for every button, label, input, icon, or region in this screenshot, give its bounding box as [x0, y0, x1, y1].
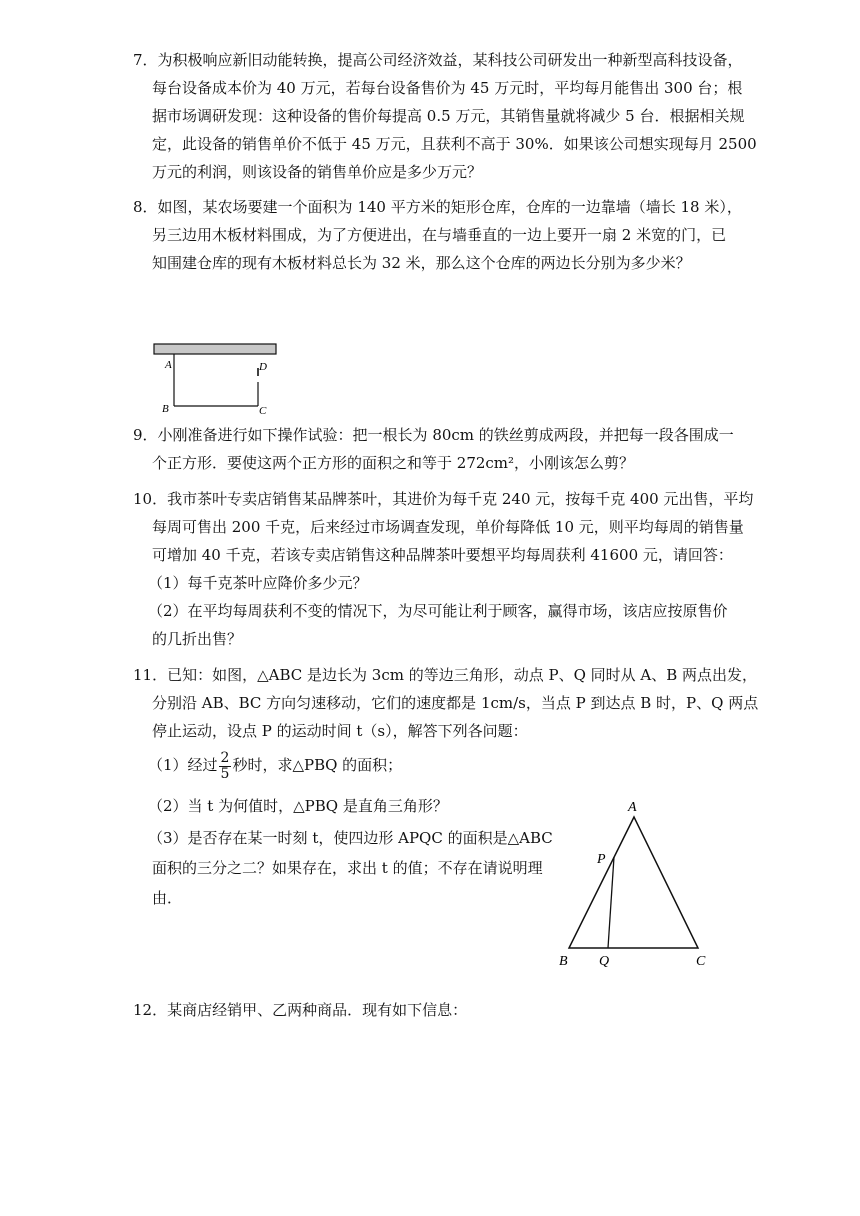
q11-sub-3a: （3）是否存在某一时刻 t，使四边形 APQC 的面积是△ABC: [148, 829, 553, 847]
q10-sub-2a: （2）在平均每周获利不变的情况下，为尽可能让利于顾客，赢得市场，该店应按原售价: [148, 602, 728, 620]
q7-line-2: 每台设备成本价为 40 万元，若每台设备售价为 45 万元时，平均每月能售出 300 台；根: [152, 79, 743, 97]
q7-line-3: 据市场调研发现：这种设备的售价每提高 0.5 万元，其销售量就将减少 5 台．根据相关规: [152, 107, 745, 125]
q10-sub-1: （1）每千克茶叶应降价多少元？: [148, 574, 368, 592]
q10-line-2: 每周可售出 200 千克，后来经过市场调查发现，单价每降低 10 元，则平均每周的销售量: [152, 518, 744, 536]
q11-line-1: 11．已知：如图，△ABC 是边长为 3cm 的等边三角形，动点 P、Q 同时从 A、B 两点出发，: [133, 666, 758, 684]
label-b: B: [162, 403, 169, 415]
q12-line-1: 12．某商店经销甲、乙两种商品．现有如下信息：: [133, 1001, 468, 1019]
q7-line-1: 7．为积极响应新旧动能转换，提高公司经济效益，某科技公司研发出一种新型高科技设备，: [133, 51, 743, 69]
q8-line-2: 另三边用木板材料围成，为了方便进出，在与墙垂直的一边上要开一扇 2 米宽的门，已: [152, 226, 727, 244]
q11-sub-2: （2）当 t 为何值时，△PBQ 是直角三角形？: [148, 797, 448, 815]
label-p: P: [597, 852, 606, 867]
label-a: A: [165, 359, 172, 371]
q11-sub-1-prefix: （1）经过: [148, 756, 218, 774]
warehouse-figure: [148, 338, 288, 418]
fraction: [219, 751, 232, 782]
q8-line-1: 8．如图，某农场要建一个面积为 140 平方米的矩形仓库，仓库的一边靠墙（墙长 18 米），: [133, 198, 742, 216]
q11-sub-1: [148, 750, 402, 782]
q11-line-2: 分别沿 AB、BC 方向匀速移动，它们的速度都是 1cm/s，当点 P 到达点 B 时，P、Q 两点: [152, 694, 759, 712]
q9-line-2: 个正方形．要使这两个正方形的面积之和等于 272cm²，小刚该怎么剪？: [152, 454, 635, 472]
q7-line-5: 万元的利润，则该设备的销售单价应是多少万元？: [152, 163, 483, 181]
fraction-numerator: 2: [220, 749, 230, 766]
label-c: C: [696, 954, 706, 969]
q10-line-1: 10．我市茶叶专卖店销售某品牌茶叶，其进价为每千克 240 元，按每千克 400 元出售，平均: [133, 490, 754, 508]
label-a: A: [628, 800, 637, 815]
q9-line-1: 9．小刚准备进行如下操作试验：把一根长为 80cm 的铁丝剪成两段，并把每一段各围成一: [133, 426, 734, 444]
triangle-abc: [569, 817, 698, 948]
label-c: C: [259, 405, 267, 417]
label-d: D: [259, 361, 267, 373]
wall: [154, 344, 276, 354]
q10-sub-2b: 的几折出售？: [152, 630, 243, 648]
q11-sub-1-suffix: 秒时，求△PBQ 的面积；: [232, 756, 403, 774]
segment-pq: [608, 857, 614, 948]
q10-line-3: 可增加 40 千克，若该专卖店销售这种品牌茶叶要想平均每周获利 41600 元，请回答：: [152, 546, 733, 564]
q7-line-4: 定，此设备的销售单价不低于 45 万元，且获利不高于 30%．如果该公司想实现每月 2500: [152, 135, 757, 153]
q11-sub-3c: 由．: [152, 889, 183, 907]
q8-line-3: 知围建仓库的现有木板材料总长为 32 米，那么这个仓库的两边长分别为多少米？: [152, 254, 691, 272]
q11-sub-3b: 面积的三分之二？如果存在，求出 t 的值；不存在请说明理: [152, 859, 543, 877]
fraction-denominator: 5: [220, 765, 230, 782]
label-b: B: [559, 954, 568, 969]
q11-line-3: 停止运动，设点 P 的运动时间 t（s），解答下列各问题：: [152, 722, 528, 740]
triangle-figure: [548, 795, 718, 975]
label-q: Q: [599, 954, 610, 969]
